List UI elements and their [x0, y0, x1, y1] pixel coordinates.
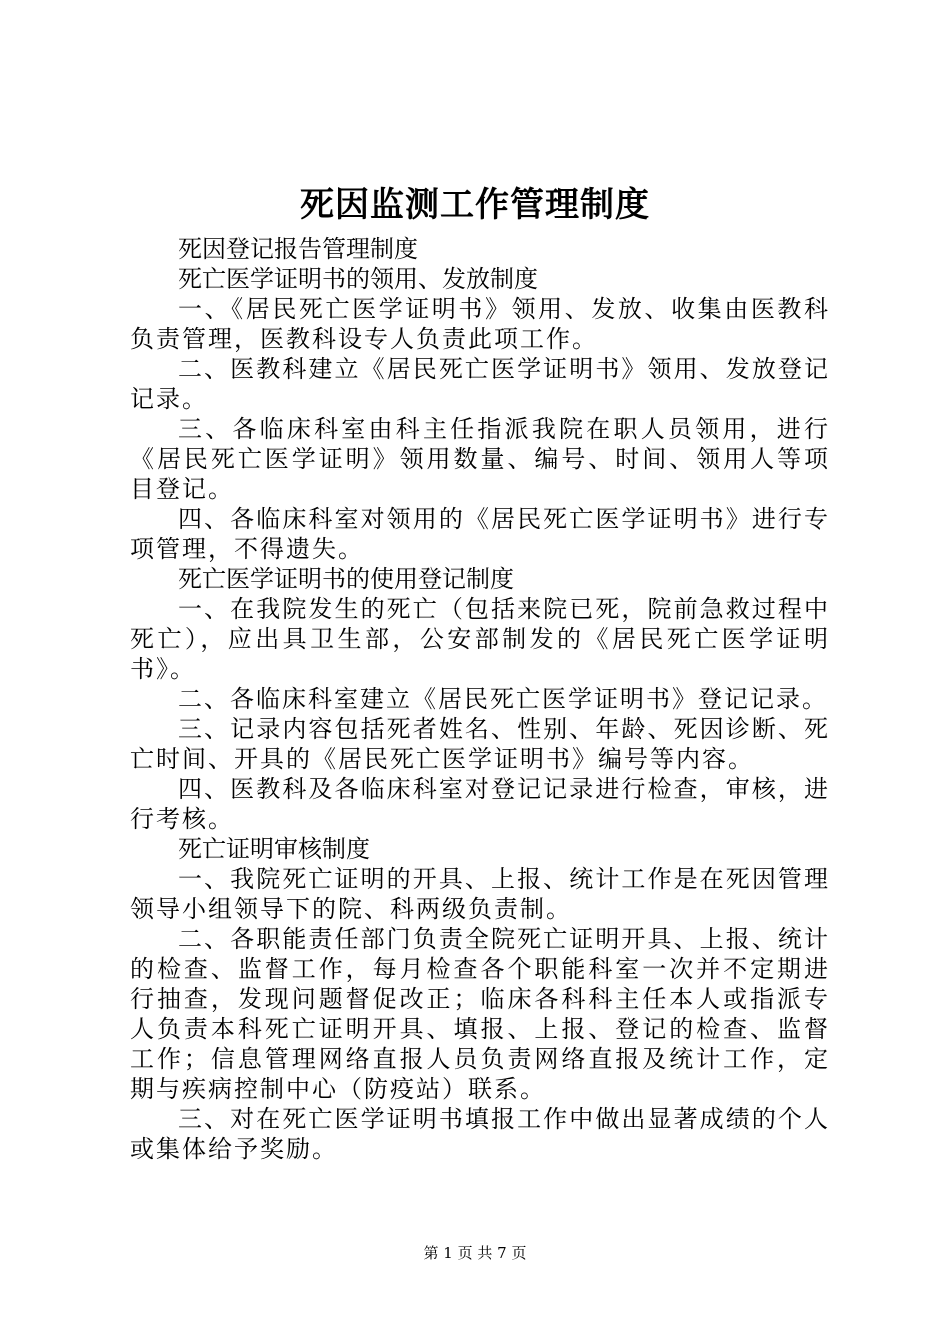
- paragraph: 四、各临床科室对领用的《居民死亡医学证明书》进行专项管理，不得遗失。: [130, 505, 830, 563]
- paragraph: 三、各临床科室由科主任指派我院在职人员领用，进行《居民死亡医学证明》领用数量、编号、时间、领用人等项目登记。: [130, 415, 830, 503]
- paragraph: 一、《居民死亡医学证明书》领用、发放、收集由医教科负责管理，医教科设专人负责此项工作。: [130, 295, 830, 353]
- subsection-heading: 死亡医学证明书的使用登记制度: [178, 565, 514, 593]
- paragraph: 四、医教科及各临床科室对登记记录进行检查，审核，进行考核。: [130, 775, 830, 833]
- paragraph: 二、各临床科室建立《居民死亡医学证明书》登记记录。: [178, 685, 828, 713]
- section-heading: 死因登记报告管理制度: [178, 235, 418, 263]
- subsection-heading: 死亡医学证明书的领用、发放制度: [178, 265, 538, 293]
- document-title: 死因监测工作管理制度: [300, 185, 650, 225]
- paragraph: 三、对在死亡医学证明书填报工作中做出显著成绩的个人或集体给予奖励。: [130, 1105, 830, 1163]
- document-body: [130, 234, 830, 1164]
- paragraph: 二、医教科建立《居民死亡医学证明书》领用、发放登记记录。: [130, 355, 830, 413]
- paragraph: 一、在我院发生的死亡（包括来院已死，院前急救过程中死亡），应出具卫生部，公安部制发的《居民死亡医学证明书》。: [130, 595, 830, 683]
- subsection-heading: 死亡证明审核制度: [178, 835, 370, 863]
- paragraph: 一、我院死亡证明的开具、上报、统计工作是在死因管理领导小组领导下的院、科两级负责制。: [130, 865, 830, 923]
- paragraph: 二、各职能责任部门负责全院死亡证明开具、上报、统计的检查、监督工作，每月检查各个职能科室一次并不定期进行抽查，发现问题督促改正；临床各科科主任本人或指派专人负责本科死亡证明开具、填报、上报、登记的检查、监督工作；信息管理网络直报人员负责网络直报及统计工作，定期与疾病控制中心（防疫站）联系。: [130, 925, 830, 1103]
- paragraph: 三、记录内容包括死者姓名、性别、年龄、死因诊断、死亡时间、开具的《居民死亡医学证明书》编号等内容。: [130, 715, 830, 773]
- page-number-footer: 第 1 页 共 7 页: [423, 1244, 527, 1262]
